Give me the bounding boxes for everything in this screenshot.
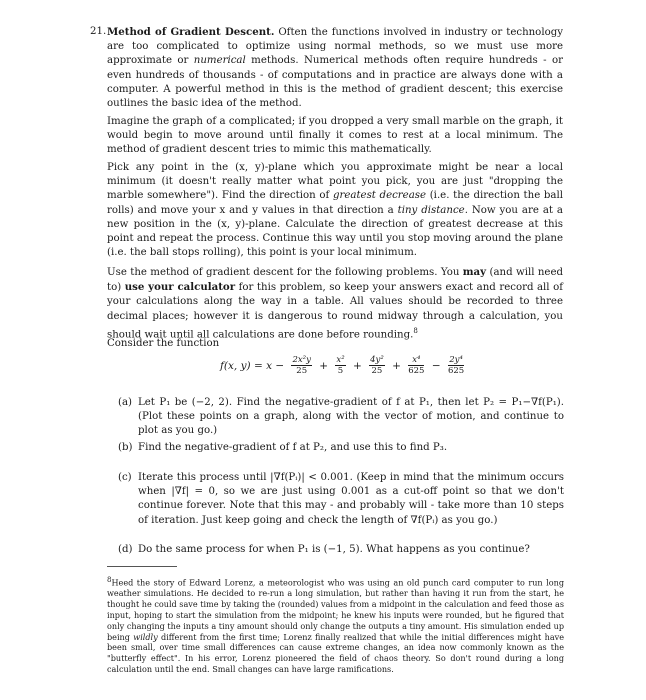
problem-title: Method of Gradient Descent. xyxy=(107,26,275,38)
term-4-numerator: x⁴ xyxy=(408,355,424,366)
part-c xyxy=(118,471,564,528)
part-c-text: Iterate this process until |∇f(Pᵢ)| < 0.001. (Keep in mind that the minimum occurs when |∇f| = 0, so we are just using 0.001 as a cut-off point so that we don't continue forever. Note that this may - and probably will - take more than 10 steps of iteration. Just keep going and check the length of ∇f(Pᵢ) as you go.) xyxy=(138,472,564,526)
term-3-denominator: 25 xyxy=(371,366,383,376)
term-3-numerator: 4y² xyxy=(370,355,384,365)
function-formula xyxy=(218,355,466,395)
footnote-text-b: different from the first time; Lorenz finally realized that while the initial differences might have been small, over time small differences can cause extreme changes, an idea now commonly known as the "butterfly effect". In his error, Lorenz pioneered the field of chaos theory. So don't round during a long calculation until the end. Small changes can have large ramifications. xyxy=(107,631,565,675)
term-4-denominator: 625 xyxy=(408,366,425,376)
problem-intro xyxy=(107,25,563,111)
instructions-text-b: (and will need to) xyxy=(107,267,563,294)
intro-text-b: methods. Numerical methods often require hundreds - or even hundreds of thousands - of computations and in practice are always done with a computer. A powerful method in this is the method of gradient descent; this exercise outlines the basic idea of the method. xyxy=(107,55,563,110)
problem-number: 21. xyxy=(90,26,107,37)
part-c-label: (c) xyxy=(118,472,132,483)
intro-text-a: Often the functions involved in industry or technology are too complicated to optimize using normal methods, so we must use more approximate or xyxy=(107,27,563,67)
footnote-marker: 8 xyxy=(413,326,418,335)
footnote-text-a: Heed the story of Edward Lorenz, a meteorologist who was using an old punch card computer to run long weather simulations. He decided to re-run a long simulation, but rather than having it run from the start, he thought he could save time by taking the (rounded) values from a midpoint in the calculation and feed those as input, hoping to start the simulation from the midpoint; he knew his inputs were rounded, but he figured that only changing the inputs a tiny amount should only change the outputs a tiny amount. His simulation ended up being xyxy=(107,577,564,642)
formula-op-4: − xyxy=(431,359,441,372)
term-5-denominator: 625 xyxy=(447,366,465,376)
formula-term-1 xyxy=(291,355,311,376)
intro-emphasis: numerical xyxy=(193,55,246,67)
formula-lhs: f(x, y) = x − xyxy=(220,359,285,372)
part-a-label: (a) xyxy=(118,397,133,408)
part-d xyxy=(118,543,564,557)
footnote-divider xyxy=(107,566,177,567)
footnote-number: 8 xyxy=(107,576,112,584)
part-a-text: Let P₁ be (−2, 2). Find the negative-gradient of f at P₁, then let P₂ = P₁−∇f(P₁). (Plot these points on a graph, along with the vector of motion, and continue to plot as you go.) xyxy=(138,397,564,437)
term-2-numerator: x² xyxy=(336,355,345,365)
consider-line: Consider the function xyxy=(107,338,220,349)
formula-term-4 xyxy=(408,355,424,376)
instructions-text-a: Use the method of gradient descent for the following problems. You xyxy=(107,267,463,278)
footnote-emphasis: wildly xyxy=(133,631,158,642)
paragraph-instructions xyxy=(107,265,563,342)
part-b-label: (b) xyxy=(118,442,133,453)
paragraph-marble: Imagine the graph of a complicated; if you dropped a very small marble on the graph, it would begin to move around until finally it comes to rest at a local minimum. The method of gradient descent tries to mimic this mathematically. xyxy=(107,116,563,156)
formula-op-1: + xyxy=(319,359,329,372)
part-b-text: Find the negative-gradient of f at P₂, and use this to find P₃. xyxy=(138,442,448,453)
procedure-text-a: Pick any point in the (x, y)-plane which you approximate might be near a local minimum (it doesn't really matter what point you pick, you are just "dropping the marble somewhere"). Find the direction of xyxy=(107,162,563,202)
formula-term-2 xyxy=(335,355,345,376)
instructions-text-c: for this problem, so keep your answers exact and record all of your calculations along the way in a table. All values should be recorded to three decimal places; however it is dangerous to round midway through a calculation, you should wait until all calculations are done before rounding. xyxy=(107,282,563,341)
procedure-text-c: . Now you are at a new position in the (x, y)-plane. Calculate the direction of greatest decrease at this point and repeat the process. Continue this way until you stop moving around the plane (i.e. the ball stops rolling), this point is your local minimum. xyxy=(107,204,563,259)
part-d-label: (d) xyxy=(118,544,133,555)
instructions-bold-calculator: use your calculator xyxy=(124,281,236,294)
procedure-emphasis-1: greatest decrease xyxy=(332,190,427,202)
term-1-numerator: 2x²y xyxy=(292,355,311,365)
formula-term-3 xyxy=(369,355,385,376)
part-d-text: Do the same process for when P₁ is (−1, 5). What happens as you continue? xyxy=(138,544,530,555)
term-5-numerator: 2y⁴ xyxy=(449,355,463,365)
instructions-bold-may: may xyxy=(462,266,487,278)
paragraph-procedure xyxy=(107,161,563,260)
procedure-text-b: (i.e. the direction the ball rolls) and move your x and y values in that direction a xyxy=(107,190,563,216)
procedure-emphasis-2: tiny distance xyxy=(397,204,465,216)
formula-term-5 xyxy=(448,355,464,376)
part-a xyxy=(118,396,564,439)
term-1-denominator: 25 xyxy=(296,366,308,376)
formula-op-3: + xyxy=(392,359,401,372)
term-2-denominator: 5 xyxy=(337,366,344,376)
formula-op-2: + xyxy=(352,359,362,372)
part-b xyxy=(118,441,564,455)
footnote xyxy=(107,575,564,675)
